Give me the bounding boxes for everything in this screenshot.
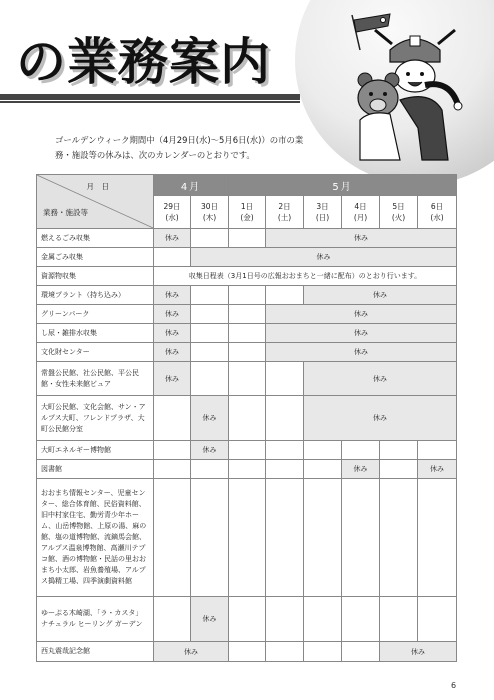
table-row <box>37 460 457 479</box>
rest-cell: 休み <box>266 305 457 324</box>
table-row <box>37 441 457 460</box>
day-header: 1日 (金) <box>229 196 266 229</box>
facility-name: 大町公民館、文化会館、サン・アルプス大町、フレンドプラザ、大町公民館分室 <box>37 396 154 441</box>
schedule-table <box>36 174 457 662</box>
rest-cell: 休み <box>304 286 457 305</box>
facility-name: グリーンパーク <box>37 305 154 324</box>
facility-name: 燃えるごみ収集 <box>37 229 154 248</box>
rest-cell: 休み <box>154 362 191 396</box>
rest-cell: 休み <box>266 229 457 248</box>
table-corner-header <box>37 175 154 229</box>
day-header: 4日 (月) <box>342 196 380 229</box>
facility-name: し尿・雑排水収集 <box>37 324 154 343</box>
rest-cell: 休み <box>380 642 457 662</box>
rest-cell: 休み <box>191 248 457 267</box>
title-underline-thin <box>0 101 300 103</box>
facility-name: ゆーぷる木崎湖、「ラ・カスタ」ナチュラル ヒーリング ガーデン <box>37 597 154 642</box>
table-row <box>37 396 457 441</box>
page-title: の業務案内 <box>16 32 271 91</box>
page-number: 6 <box>451 681 457 690</box>
table-row <box>37 248 457 267</box>
facility-name: 大町エネルギー博物館 <box>37 441 154 460</box>
table-row <box>37 479 457 597</box>
rest-cell: 休み <box>304 362 457 396</box>
facility-name: 金属ごみ収集 <box>37 248 154 267</box>
rest-cell: 休み <box>191 597 229 642</box>
rest-cell: 休み <box>304 396 457 441</box>
day-header: 2日 (土) <box>266 196 304 229</box>
rest-cell: 休み <box>191 396 229 441</box>
rest-cell: 休み <box>154 229 191 248</box>
rest-cell: 休み <box>154 324 191 343</box>
day-header: 30日 (木) <box>191 196 229 229</box>
facility-name: 文化財センター <box>37 343 154 362</box>
table-row <box>37 343 457 362</box>
table-row <box>37 229 457 248</box>
header-month-day: 月 日 <box>86 182 109 191</box>
rest-cell: 休み <box>418 460 457 479</box>
facility-name: 西丸震哉記念館 <box>37 642 154 662</box>
day-header: 3日 (日) <box>304 196 342 229</box>
rest-cell: 休み <box>154 642 229 662</box>
month-may: 5月 <box>229 175 457 196</box>
mascot-illustration <box>330 10 480 165</box>
table-row <box>37 324 457 343</box>
table-row <box>37 362 457 396</box>
collection-note: 収集日程表（3月1日号の広報おおまちと一緒に配布）のとおり行います。 <box>154 267 457 286</box>
table-row <box>37 642 457 662</box>
facility-name: 環境プラント（持ち込み） <box>37 286 154 305</box>
rest-cell: 休み <box>266 324 457 343</box>
table-row <box>37 267 457 286</box>
table-row <box>37 597 457 642</box>
rest-cell: 休み <box>154 343 191 362</box>
rest-cell: 休み <box>342 460 380 479</box>
facility-name: 常盤公民館、社公民館、平公民館・女性未来館ビュア <box>37 362 154 396</box>
table-row <box>37 305 457 324</box>
month-april: 4月 <box>154 175 229 196</box>
facility-name: 資源物収集 <box>37 267 154 286</box>
rest-cell: 休み <box>266 343 457 362</box>
header-facility: 業務・施設等 <box>43 208 88 217</box>
table-row <box>37 286 457 305</box>
facility-name: 図書館 <box>37 460 154 479</box>
day-header: 6日 (水) <box>418 196 457 229</box>
day-header: 29日 (水) <box>154 196 191 229</box>
rest-cell: 休み <box>154 305 191 324</box>
intro-text: ゴールデンウィーク期間中（4月29日(水)～5月6日(水)）の市の業務・施設等の休みは、次のカレンダーのとおりです。 <box>55 135 304 160</box>
day-header: 5日 (火) <box>380 196 418 229</box>
facility-name: おおまち情報センター、児童センター、総合体育館、民俗資料館、旧中村家住宅、勤労青少年ホーム、山岳博物館、上原の湯、麻の館、塩の道博物館、流鏑馬会館、アルプス温泉博物館、高瀬川テプコ館、酒の博物館・民話の里おおまち小太郎、岩魚養殖場、アルプス搗精工場、四季演劇資料館 <box>37 479 154 597</box>
title-underline <box>0 94 300 100</box>
rest-cell: 休み <box>154 286 191 305</box>
rest-cell: 休み <box>191 441 229 460</box>
